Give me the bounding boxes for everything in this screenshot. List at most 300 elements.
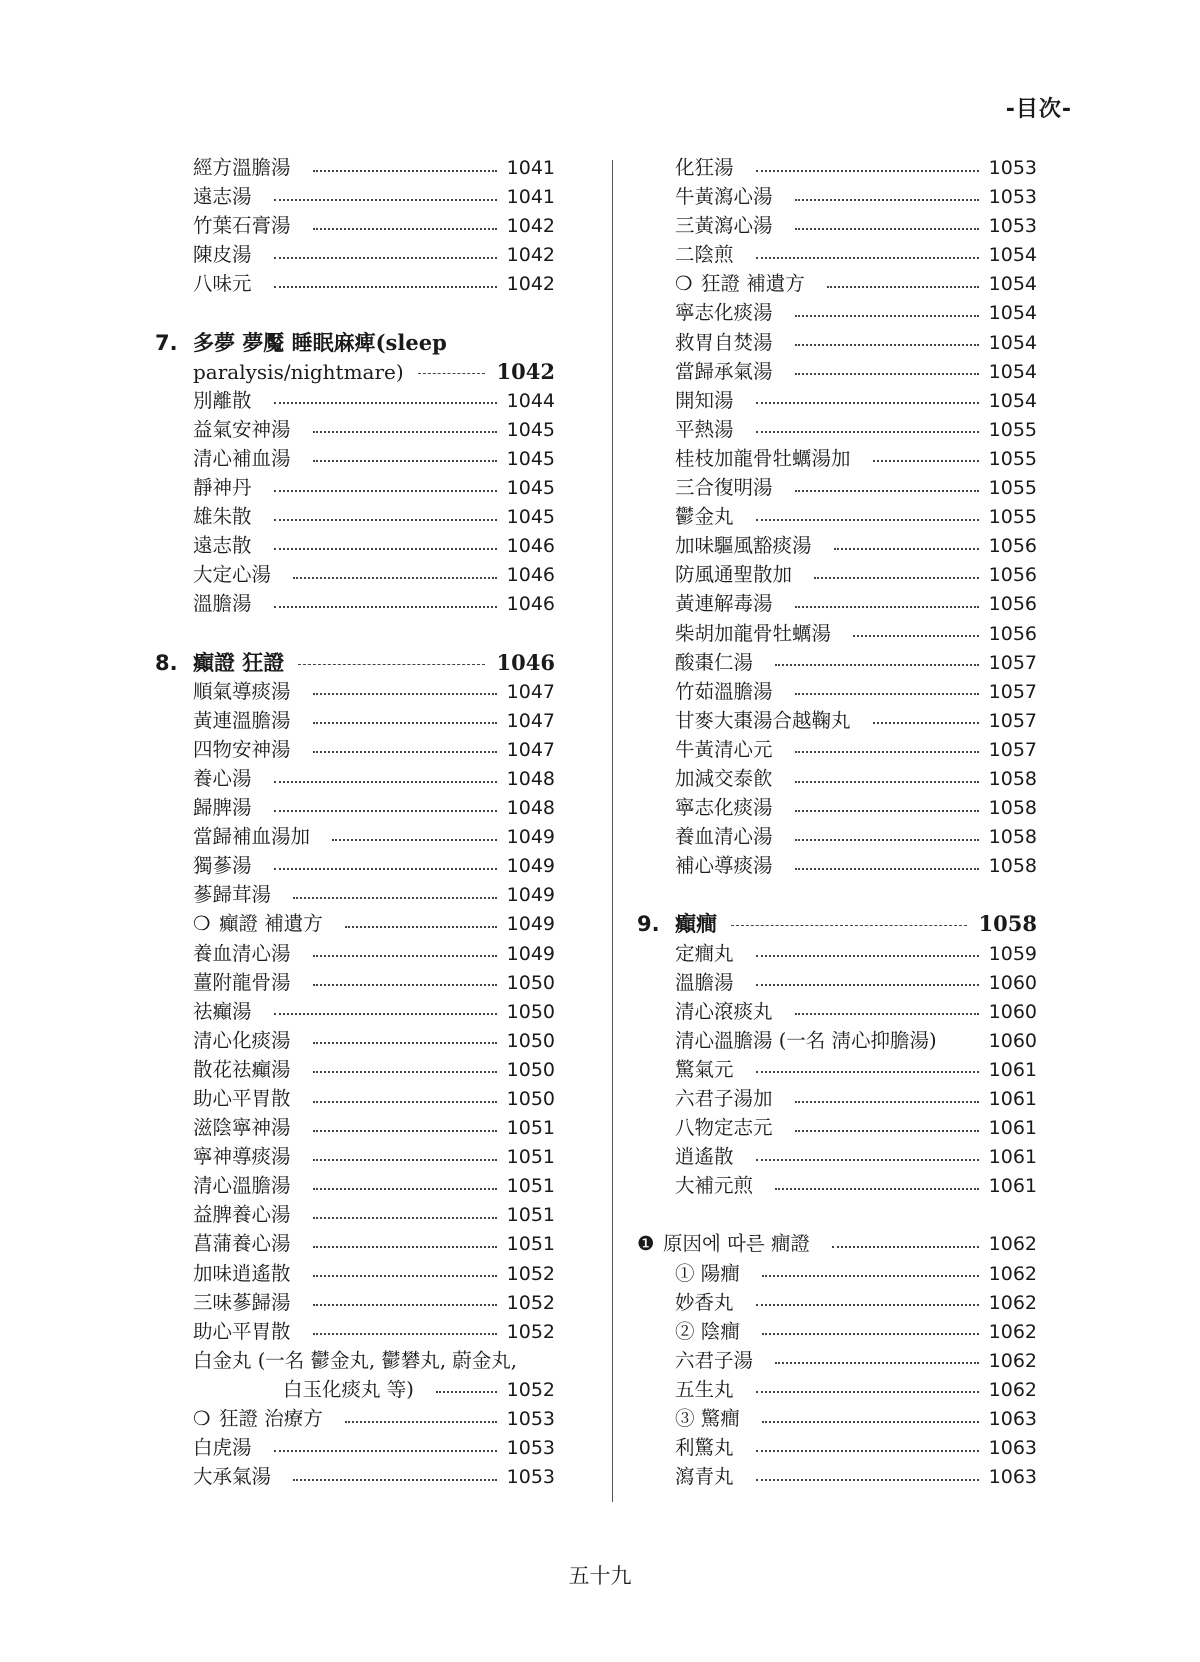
dot-leader <box>775 1362 979 1364</box>
dot-leader <box>795 344 979 346</box>
entry-title: 開知湯 <box>675 388 734 412</box>
toc-entry <box>155 1259 555 1288</box>
dash-leader <box>298 664 484 665</box>
toc-entry <box>637 1055 1037 1084</box>
entry-title: 薑附龍骨湯 <box>193 970 291 994</box>
dot-leader <box>313 751 497 753</box>
dot-leader <box>756 1159 979 1161</box>
toc-entry <box>155 706 555 735</box>
entry-page-number: 1062 <box>988 1262 1037 1285</box>
entry-page-number: 1050 <box>506 1058 555 1081</box>
dot-leader <box>274 490 497 492</box>
toc-entry <box>637 677 1037 706</box>
entry-page-number: 1048 <box>506 767 555 790</box>
entry-title: 妙香丸 <box>675 1290 734 1314</box>
entry-title: 逍遙散 <box>675 1145 734 1169</box>
entry-title: 寧神導痰湯 <box>193 1145 291 1169</box>
entry-title: 瀉青丸 <box>675 1465 734 1489</box>
entry-title: ③ 驚癎 <box>675 1407 740 1431</box>
entry-title: 助心平胃散 <box>193 1087 291 1110</box>
dot-leader <box>827 286 979 288</box>
toc-entry <box>155 1200 555 1229</box>
entry-title: 寧志化痰湯 <box>675 796 773 820</box>
entry-page-number: 1061 <box>988 1117 1037 1140</box>
dot-leader <box>313 1333 497 1335</box>
entry-title: ② 陰癎 <box>675 1319 740 1343</box>
entry-title: 加減交泰飮 <box>675 766 773 790</box>
toc-left-column <box>155 153 555 1491</box>
toc-entry <box>637 1142 1037 1171</box>
toc-entry <box>637 1288 1037 1317</box>
dot-leader <box>795 228 979 230</box>
entry-page-number: 1053 <box>988 186 1037 209</box>
entry-title: 牛黃清心元 <box>675 737 773 761</box>
entry-page-number: 1063 <box>988 1466 1037 1489</box>
entry-title: 當歸承氣湯 <box>675 359 773 383</box>
toc-entry <box>155 735 555 764</box>
dot-leader <box>313 1071 497 1073</box>
section-number: 8. <box>155 650 178 675</box>
entry-title: 竹葉石膏湯 <box>193 214 291 238</box>
toc-entry <box>637 648 1037 677</box>
dot-leader <box>795 199 979 201</box>
entry-title: 雄朱散 <box>193 505 252 529</box>
toc-entry <box>155 415 555 444</box>
entry-title: 五生丸 <box>675 1377 734 1401</box>
entry-title: 牛黃瀉心湯 <box>675 185 773 209</box>
toc-entry <box>637 473 1037 502</box>
entry-page-number: 1044 <box>506 389 555 412</box>
entry-title: 防風通聖散加 <box>675 563 793 587</box>
entry-page-number: 1041 <box>506 157 555 179</box>
section-gap <box>637 1200 1037 1229</box>
entry-page-number: 1057 <box>988 680 1037 703</box>
entry-title: 當歸補血湯加 <box>193 825 311 849</box>
toc-entry <box>155 444 555 473</box>
entry-page-number: 1063 <box>988 1408 1037 1431</box>
dot-leader <box>313 1042 497 1044</box>
entry-page-number: 1049 <box>506 913 555 936</box>
toc-entry <box>155 182 555 211</box>
dot-leader <box>756 1071 979 1073</box>
toc-entry <box>637 793 1037 822</box>
entry-page-number: 1054 <box>988 389 1037 412</box>
toc-entry <box>155 1113 555 1142</box>
dot-leader <box>313 228 497 230</box>
entry-title: 別離散 <box>193 388 252 412</box>
entry-page-number: 1053 <box>506 1408 555 1431</box>
entry-title: 平熱湯 <box>675 417 734 441</box>
section-page-number: 1046 <box>496 649 555 675</box>
entry-title: 柴胡加龍骨牡蠣湯 <box>675 621 832 645</box>
entry-title: 三黃瀉心湯 <box>675 214 773 238</box>
entry-page-number: 1049 <box>506 855 555 878</box>
entry-title: 清心化痰湯 <box>193 1028 291 1052</box>
entry-title: 溫膽湯 <box>193 592 252 616</box>
entry-page-number: 1053 <box>988 215 1037 238</box>
toc-entry <box>155 1142 555 1171</box>
entry-title: 順氣導痰湯 <box>193 679 291 703</box>
entry-title: 酸棗仁湯 <box>675 650 754 674</box>
dot-leader <box>756 519 979 521</box>
entry-page-number: 1057 <box>988 738 1037 761</box>
dot-leader <box>795 1101 979 1103</box>
circle-bullet-icon: ❍ <box>675 272 693 296</box>
toc-entry <box>637 851 1037 880</box>
entry-page-number: 1059 <box>988 942 1037 965</box>
entry-page-number: 1057 <box>988 709 1037 732</box>
entry-page-number: 1054 <box>988 273 1037 296</box>
dot-leader <box>436 1391 497 1393</box>
entry-title: 三合復明湯 <box>675 476 773 500</box>
toc-entry-continued <box>155 1375 555 1404</box>
dot-leader <box>274 1013 497 1015</box>
dot-leader <box>756 1479 979 1481</box>
black-circle-one-icon: ❶ <box>637 1232 655 1256</box>
toc-entry <box>637 211 1037 240</box>
entry-title: 驚氣元 <box>675 1057 734 1081</box>
toc-entry <box>155 909 555 938</box>
entry-page-number: 1047 <box>506 738 555 761</box>
entry-page-number: 1058 <box>988 855 1037 878</box>
entry-page-number: 1056 <box>988 593 1037 616</box>
entry-title: 六君子湯加 <box>675 1087 773 1110</box>
entry-page-number: 1051 <box>506 1146 555 1169</box>
toc-entry <box>637 240 1037 269</box>
entry-page-number: 1042 <box>506 244 555 267</box>
toc-subheading <box>637 1229 1037 1258</box>
toc-entry <box>637 968 1037 997</box>
circle-bullet-icon: ❍ <box>193 1407 211 1431</box>
entry-page-number: 1047 <box>506 709 555 732</box>
toc-entry <box>637 560 1037 589</box>
entry-page-number: 1049 <box>506 826 555 849</box>
entry-page-number: 1051 <box>506 1233 555 1256</box>
entry-title: 養血清心湯 <box>675 825 773 849</box>
toc-entry <box>155 560 555 589</box>
entry-page-number: 1055 <box>988 447 1037 470</box>
entry-page-number: 1058 <box>988 826 1037 849</box>
toc-entry <box>637 1171 1037 1200</box>
entry-page-number: 1062 <box>988 1291 1037 1314</box>
entry-title: 獨蔘湯 <box>193 854 252 878</box>
dot-leader <box>795 810 979 812</box>
toc-entry <box>637 298 1037 327</box>
toc-entry <box>155 153 555 182</box>
entry-title: 原因에 따른 癎證 <box>663 1232 810 1256</box>
entry-page-number: 1046 <box>506 564 555 587</box>
dot-leader <box>345 926 497 928</box>
dot-leader <box>313 431 497 433</box>
dot-leader <box>756 431 979 433</box>
toc-entry <box>637 1113 1037 1142</box>
entry-title: 清心溫膽湯 <box>193 1174 291 1198</box>
dot-leader <box>313 1217 497 1219</box>
toc-section-heading <box>637 909 1037 938</box>
entry-title: 加味驅風豁痰湯 <box>675 534 812 558</box>
dot-leader <box>795 781 979 783</box>
entry-page-number: 1054 <box>988 331 1037 354</box>
entry-page-number: 1042 <box>506 273 555 296</box>
toc-entry <box>637 269 1037 298</box>
toc-entry <box>155 997 555 1026</box>
toc-entry <box>155 1229 555 1258</box>
entry-title: 散花祛癲湯 <box>193 1057 291 1081</box>
entry-page-number: 1053 <box>506 1437 555 1460</box>
toc-entry <box>155 677 555 706</box>
section-gap <box>155 298 555 327</box>
entry-page-number: 1050 <box>506 1000 555 1023</box>
entry-title: 益氣安神湯 <box>193 417 291 441</box>
entry-page-number: 1042 <box>506 215 555 238</box>
entry-page-number: 1063 <box>988 1437 1037 1460</box>
entry-page-number: 1053 <box>506 1466 555 1489</box>
entry-title: 補心導痰湯 <box>675 854 773 878</box>
toc-entry <box>155 211 555 240</box>
dash-leader <box>418 373 485 374</box>
dot-leader <box>345 1421 497 1423</box>
entry-page-number: 1051 <box>506 1117 555 1140</box>
entry-page-number: 1056 <box>988 564 1037 587</box>
entry-page-number: 1049 <box>506 942 555 965</box>
dot-leader <box>274 781 497 783</box>
entry-title: 大定心湯 <box>193 563 272 587</box>
circle-bullet-icon: ❍ <box>193 912 211 936</box>
section-title: 癲證 狂證 <box>193 649 285 675</box>
entry-page-number: 1060 <box>988 1029 1037 1052</box>
dot-leader <box>756 984 979 986</box>
entry-page-number: 1046 <box>506 593 555 616</box>
entry-page-number: 1062 <box>988 1349 1037 1372</box>
toc-entry <box>637 1084 1037 1113</box>
entry-title: 狂證 補遺方 <box>701 272 805 296</box>
dot-leader <box>313 460 497 462</box>
dot-leader <box>313 1304 497 1306</box>
entry-title: 寧志化痰湯 <box>675 301 773 325</box>
dot-leader <box>756 257 979 259</box>
dot-leader <box>293 897 497 899</box>
entry-title: 八物定志元 <box>675 1116 773 1140</box>
dot-leader <box>313 984 497 986</box>
entry-title: 四物安神湯 <box>193 737 291 761</box>
dot-leader <box>795 1013 979 1015</box>
dot-leader <box>756 1391 979 1393</box>
dot-leader <box>274 519 497 521</box>
entry-title: 三味蔘歸湯 <box>193 1290 291 1314</box>
dot-leader <box>313 1188 497 1190</box>
toc-entry <box>155 1055 555 1084</box>
toc-entry <box>155 240 555 269</box>
dot-leader <box>293 577 497 579</box>
toc-section-heading <box>155 328 555 357</box>
dot-leader <box>313 1275 497 1277</box>
entry-title: 清心補血湯 <box>193 446 291 470</box>
toc-entry <box>637 502 1037 531</box>
entry-title: 黃連溫膽湯 <box>193 708 291 732</box>
dot-leader <box>762 1333 979 1335</box>
entry-page-number: 1057 <box>988 651 1037 674</box>
dot-leader <box>274 1450 497 1452</box>
toc-entry <box>637 182 1037 211</box>
toc-entry <box>637 706 1037 735</box>
entry-page-number: 1054 <box>988 302 1037 325</box>
entry-page-number: 1055 <box>988 418 1037 441</box>
entry-page-number: 1062 <box>988 1378 1037 1401</box>
dot-leader <box>313 722 497 724</box>
dot-leader <box>795 751 979 753</box>
page-number: 五十九 <box>568 1564 632 1588</box>
toc-entry <box>155 473 555 502</box>
entry-page-number: 1058 <box>988 797 1037 820</box>
entry-page-number: 1053 <box>988 157 1037 179</box>
entry-page-number: 1045 <box>506 418 555 441</box>
toc-section-heading <box>155 648 555 677</box>
dot-leader <box>274 199 497 201</box>
toc-entry <box>637 1026 1037 1055</box>
entry-title: 菖蒲養心湯 <box>193 1232 291 1256</box>
toc-entry <box>155 386 555 415</box>
entry-title: 大承氣湯 <box>193 1465 272 1489</box>
section-title: paralysis/nightmare) <box>193 359 404 384</box>
entry-title: 靜神丹 <box>193 476 252 500</box>
dot-leader <box>795 1130 979 1132</box>
entry-page-number: 1046 <box>506 535 555 558</box>
entry-page-number: 1060 <box>988 971 1037 994</box>
entry-title: 八味元 <box>193 272 252 296</box>
toc-entry <box>155 968 555 997</box>
entry-title: 竹茹溫膽湯 <box>675 679 773 703</box>
dot-leader <box>795 606 979 608</box>
entry-page-number: 1058 <box>988 767 1037 790</box>
dot-leader <box>332 839 497 841</box>
toc-entry <box>637 328 1037 357</box>
entry-page-number: 1052 <box>506 1262 555 1285</box>
toc-entry <box>637 997 1037 1026</box>
toc-entry <box>637 1375 1037 1404</box>
dot-leader <box>313 955 497 957</box>
entry-title: 甘麥大棗湯合越鞠丸 <box>675 708 851 732</box>
entry-page-number: 1050 <box>506 1029 555 1052</box>
entry-title: 養血清心湯 <box>193 941 291 965</box>
toc-entry <box>637 1462 1037 1491</box>
entry-page-number: 1061 <box>988 1146 1037 1169</box>
entry-title: 清心溫膽湯 (一名 淸心抑膽湯) <box>675 1028 937 1052</box>
dot-leader <box>313 170 497 172</box>
entry-page-number: 1050 <box>506 971 555 994</box>
section-page-number: 1042 <box>496 358 555 384</box>
dot-leader <box>795 693 979 695</box>
dot-leader <box>775 1188 979 1190</box>
toc-entry <box>637 1404 1037 1433</box>
dot-leader <box>756 1450 979 1452</box>
toc-entry <box>155 851 555 880</box>
entry-title: 蔘歸茸湯 <box>193 883 272 907</box>
dot-leader <box>313 1101 497 1103</box>
entry-title: 六君子湯 <box>675 1348 754 1372</box>
toc-entry <box>637 357 1037 386</box>
toc-entry <box>155 939 555 968</box>
dot-leader <box>756 1304 979 1306</box>
entry-page-number: 1054 <box>988 244 1037 267</box>
dot-leader <box>795 490 979 492</box>
entry-page-number: 1061 <box>988 1058 1037 1081</box>
toc-entry <box>155 764 555 793</box>
entry-page-number: 1060 <box>988 1000 1037 1023</box>
entry-title: 癲證 補遺方 <box>219 912 323 936</box>
toc-entry <box>155 269 555 298</box>
entry-page-number: 1051 <box>506 1204 555 1227</box>
entry-title: 滋陰寧神湯 <box>193 1116 291 1140</box>
dot-leader <box>832 1246 979 1248</box>
toc-entry <box>637 415 1037 444</box>
dot-leader <box>795 315 979 317</box>
dash-leader <box>731 925 967 926</box>
column-divider <box>612 160 613 1502</box>
toc-entry <box>637 444 1037 473</box>
dot-leader <box>274 606 497 608</box>
toc-entry <box>637 1317 1037 1346</box>
toc-entry <box>637 764 1037 793</box>
entry-title: 黃連解毒湯 <box>675 592 773 616</box>
entry-page-number: 1049 <box>506 884 555 907</box>
toc-entry <box>155 1404 555 1433</box>
dot-leader <box>873 460 979 462</box>
toc-entry <box>155 1084 555 1113</box>
dot-leader <box>834 548 979 550</box>
entry-title: 遠志散 <box>193 534 252 558</box>
entry-page-number: 1047 <box>506 680 555 703</box>
dot-leader <box>313 1246 497 1248</box>
dot-leader <box>756 170 979 172</box>
entry-title: 益脾養心湯 <box>193 1203 291 1227</box>
dot-leader <box>313 1159 497 1161</box>
entry-page-number: 1062 <box>988 1320 1037 1343</box>
entry-page-number: 1062 <box>988 1233 1037 1256</box>
entry-title: 狂證 治療方 <box>219 1407 323 1431</box>
entry-page-number: 1055 <box>988 506 1037 529</box>
dot-leader <box>274 402 497 404</box>
toc-entry <box>637 153 1037 182</box>
entry-title: 白金丸 (一名 鬱金丸, 鬱礬丸, 蔚金丸, <box>193 1348 517 1372</box>
toc-entry <box>637 735 1037 764</box>
dot-leader <box>756 955 979 957</box>
toc-entry <box>637 939 1037 968</box>
page-header: -目次- <box>1005 97 1072 122</box>
toc-entry <box>155 1288 555 1317</box>
toc-entry <box>637 531 1037 560</box>
entry-page-number: 1041 <box>506 186 555 209</box>
toc-entry <box>637 386 1037 415</box>
entry-title: 養心湯 <box>193 766 252 790</box>
dot-leader <box>814 577 979 579</box>
dot-leader <box>274 257 497 259</box>
entry-page-number: 1052 <box>506 1378 555 1401</box>
toc-entry <box>155 793 555 822</box>
toc-entry <box>155 1346 555 1375</box>
entry-title: 遠志湯 <box>193 185 252 209</box>
toc-entry <box>637 822 1037 851</box>
entry-page-number: 1054 <box>988 360 1037 383</box>
dot-leader <box>274 868 497 870</box>
entry-page-number: 1052 <box>506 1291 555 1314</box>
toc-entry <box>637 589 1037 618</box>
entry-title: 化狂湯 <box>675 156 734 179</box>
dot-leader <box>775 664 979 666</box>
toc-entry <box>155 822 555 851</box>
dot-leader <box>274 548 497 550</box>
entry-page-number: 1056 <box>988 535 1037 558</box>
entry-title: 經方溫膽湯 <box>193 156 291 179</box>
